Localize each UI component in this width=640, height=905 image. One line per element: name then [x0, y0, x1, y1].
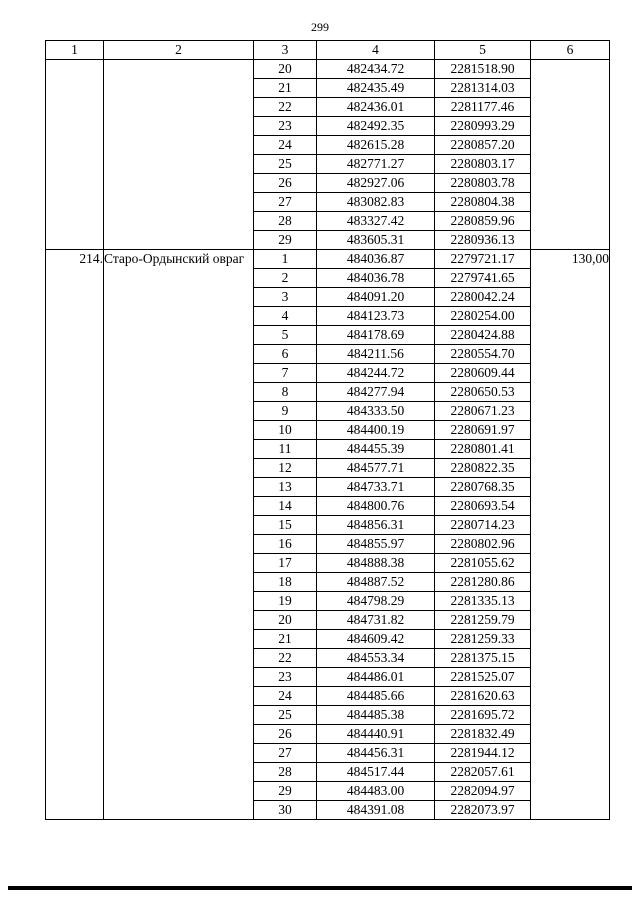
coordinate-x: 484553.34: [317, 649, 435, 668]
point-number: 11: [254, 440, 317, 459]
coordinate-y: 2281944.12: [435, 744, 531, 763]
coordinate-x: 482435.49: [317, 79, 435, 98]
coordinate-y: 2282057.61: [435, 763, 531, 782]
header-col-3: 3: [254, 41, 317, 60]
coordinate-x: 484400.19: [317, 421, 435, 440]
header-col-1: 1: [46, 41, 104, 60]
page-number: 299: [311, 20, 329, 34]
coordinate-x: 484123.73: [317, 307, 435, 326]
coordinate-y: 2280857.20: [435, 136, 531, 155]
object-number: [46, 60, 104, 250]
coordinate-x: 484391.08: [317, 801, 435, 820]
coordinate-x: 484855.97: [317, 535, 435, 554]
coordinate-y: 2280859.96: [435, 212, 531, 231]
bottom-rule: [8, 886, 632, 890]
point-number: 27: [254, 744, 317, 763]
coordinate-x: 484333.50: [317, 402, 435, 421]
point-number: 5: [254, 326, 317, 345]
header-col-5: 5: [435, 41, 531, 60]
header-col-2: 2: [104, 41, 254, 60]
coordinate-x: 482927.06: [317, 174, 435, 193]
point-number: 21: [254, 630, 317, 649]
coordinate-y: 2279741.65: [435, 269, 531, 288]
object-name: [104, 60, 254, 250]
point-number: 29: [254, 231, 317, 250]
coordinate-y: 2280803.78: [435, 174, 531, 193]
table-row: [46, 60, 610, 79]
coordinate-y: 2280424.88: [435, 326, 531, 345]
coordinates-table: [45, 40, 610, 820]
coordinate-x: 484244.72: [317, 364, 435, 383]
coordinate-x: 484485.38: [317, 706, 435, 725]
point-number: 22: [254, 98, 317, 117]
coordinate-y: 2281259.79: [435, 611, 531, 630]
coordinate-y: 2280042.24: [435, 288, 531, 307]
coordinate-y: 2280804.38: [435, 193, 531, 212]
point-number: 30: [254, 801, 317, 820]
coordinate-x: 484211.56: [317, 345, 435, 364]
point-number: 4: [254, 307, 317, 326]
coordinate-y: 2281518.90: [435, 60, 531, 79]
coordinate-x: 484456.31: [317, 744, 435, 763]
coordinate-y: 2280803.17: [435, 155, 531, 174]
coordinate-y: 2280802.96: [435, 535, 531, 554]
coordinate-x: 484888.38: [317, 554, 435, 573]
point-number: 24: [254, 687, 317, 706]
coordinate-y: 2281314.03: [435, 79, 531, 98]
coordinate-y: 2280650.53: [435, 383, 531, 402]
coordinate-y: 2279721.17: [435, 250, 531, 269]
coordinate-x: 484887.52: [317, 573, 435, 592]
coordinate-x: 482492.35: [317, 117, 435, 136]
coordinate-y: 2281832.49: [435, 725, 531, 744]
coordinate-y: 2280801.41: [435, 440, 531, 459]
point-number: 28: [254, 212, 317, 231]
coordinate-x: 484485.66: [317, 687, 435, 706]
point-number: 17: [254, 554, 317, 573]
point-number: 26: [254, 174, 317, 193]
coordinate-x: 484091.20: [317, 288, 435, 307]
point-number: 22: [254, 649, 317, 668]
coordinate-x: 484440.91: [317, 725, 435, 744]
point-number: 2: [254, 269, 317, 288]
point-number: 20: [254, 60, 317, 79]
coordinate-y: 2280609.44: [435, 364, 531, 383]
object-area: 130,00: [531, 250, 610, 820]
coordinate-x: 484036.87: [317, 250, 435, 269]
coordinate-x: 482771.27: [317, 155, 435, 174]
coordinate-y: 2280936.13: [435, 231, 531, 250]
point-number: 26: [254, 725, 317, 744]
coordinate-y: 2280554.70: [435, 345, 531, 364]
coordinate-y: 2281620.63: [435, 687, 531, 706]
point-number: 28: [254, 763, 317, 782]
coordinate-y: 2281259.33: [435, 630, 531, 649]
coordinate-x: 484800.76: [317, 497, 435, 516]
coordinate-y: 2280714.23: [435, 516, 531, 535]
point-number: 1: [254, 250, 317, 269]
coordinate-y: 2280768.35: [435, 478, 531, 497]
point-number: 7: [254, 364, 317, 383]
point-number: 24: [254, 136, 317, 155]
point-number: 19: [254, 592, 317, 611]
coordinate-y: 2281525.07: [435, 668, 531, 687]
point-number: 14: [254, 497, 317, 516]
coordinate-y: 2281055.62: [435, 554, 531, 573]
coordinate-x: 484856.31: [317, 516, 435, 535]
coordinate-y: 2282073.97: [435, 801, 531, 820]
coordinate-x: 484455.39: [317, 440, 435, 459]
coordinate-y: 2281375.15: [435, 649, 531, 668]
point-number: 13: [254, 478, 317, 497]
coordinate-y: 2280993.29: [435, 117, 531, 136]
point-number: 20: [254, 611, 317, 630]
coordinate-x: 483605.31: [317, 231, 435, 250]
coordinate-x: 484036.78: [317, 269, 435, 288]
coordinate-x: 484517.44: [317, 763, 435, 782]
coordinate-x: 484731.82: [317, 611, 435, 630]
point-number: 3: [254, 288, 317, 307]
point-number: 10: [254, 421, 317, 440]
coordinate-x: 484178.69: [317, 326, 435, 345]
coordinate-x: 484483.00: [317, 782, 435, 801]
header-col-6: 6: [531, 41, 610, 60]
coordinate-y: 2280254.00: [435, 307, 531, 326]
point-number: 16: [254, 535, 317, 554]
coordinate-x: 484798.29: [317, 592, 435, 611]
coordinate-y: 2281177.46: [435, 98, 531, 117]
point-number: 23: [254, 117, 317, 136]
coordinate-y: 2281695.72: [435, 706, 531, 725]
coordinate-x: 484486.01: [317, 668, 435, 687]
point-number: 15: [254, 516, 317, 535]
table-row: [46, 250, 610, 269]
coordinate-x: 482615.28: [317, 136, 435, 155]
coordinate-x: 482434.72: [317, 60, 435, 79]
table-body: [46, 60, 610, 820]
coordinate-y: 2281335.13: [435, 592, 531, 611]
coordinate-y: 2280693.54: [435, 497, 531, 516]
coordinate-x: 484733.71: [317, 478, 435, 497]
point-number: 8: [254, 383, 317, 402]
point-number: 25: [254, 155, 317, 174]
point-number: 23: [254, 668, 317, 687]
object-name: Старо-Ордынский овраг: [104, 250, 254, 820]
coordinate-x: 484609.42: [317, 630, 435, 649]
coordinate-x: 483082.83: [317, 193, 435, 212]
point-number: 25: [254, 706, 317, 725]
point-number: 12: [254, 459, 317, 478]
header-col-4: 4: [317, 41, 435, 60]
coordinate-x: 482436.01: [317, 98, 435, 117]
coordinate-y: 2280691.97: [435, 421, 531, 440]
point-number: 29: [254, 782, 317, 801]
coordinate-x: 484277.94: [317, 383, 435, 402]
coordinate-y: 2280822.35: [435, 459, 531, 478]
object-area: [531, 60, 610, 250]
coordinate-y: 2281280.86: [435, 573, 531, 592]
point-number: 21: [254, 79, 317, 98]
coordinate-y: 2280671.23: [435, 402, 531, 421]
point-number: 9: [254, 402, 317, 421]
coordinate-y: 2282094.97: [435, 782, 531, 801]
coordinate-x: 484577.71: [317, 459, 435, 478]
coordinate-x: 483327.42: [317, 212, 435, 231]
header-row: [46, 41, 610, 60]
point-number: 6: [254, 345, 317, 364]
object-number: 214.: [46, 250, 104, 820]
point-number: 27: [254, 193, 317, 212]
point-number: 18: [254, 573, 317, 592]
